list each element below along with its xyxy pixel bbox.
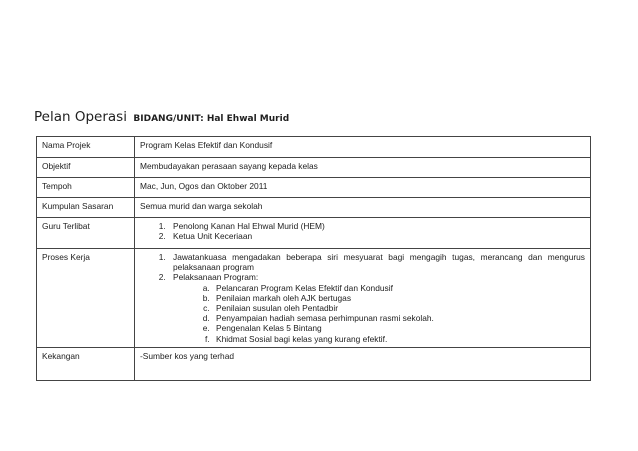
table-row-nama-projek [37,137,591,158]
table-row-kekangan [37,347,591,380]
process-step: 1. Jawatankuasa mengadakan beberapa siri mesyuarat bagi mengagih tugas, merancang dan mengurus pelaksanaan program [168,252,585,272]
row-value: Semua murid dan warga sekolah [135,198,591,218]
row-label: Objektif [37,158,135,178]
table-row-kumpulan-sasaran [37,198,591,218]
list-item: d. Penyampaian hadiah semasa perhimpunan rasmi sekolah. [212,313,585,323]
row-value: Mac, Jun, Ogos dan Oktober 2011 [135,178,591,198]
row-label: Tempoh [37,178,135,198]
table-row-proses-kerja [37,249,591,348]
document-heading [34,108,289,126]
process-step [168,272,585,343]
row-label: Proses Kerja [37,249,135,348]
operation-plan-table [36,136,591,381]
list-item: a. Pelancaran Program Kelas Efektif dan Kondusif [212,283,585,293]
row-label: Nama Projek [37,137,135,158]
list-item: c. Penilaian susulan oleh Pentadbir [212,303,585,313]
process-steps-list [140,252,585,344]
row-value: Program Kelas Efektif dan Kondusif [135,137,591,158]
row-label: Kekangan [37,347,135,380]
document-title: Pelan Operasi [34,109,127,125]
document-subtitle: BIDANG/UNIT: Hal Ehwal Murid [133,114,290,124]
list-item: f. Khidmat Sosial bagi kelas yang kurang efektif. [212,334,585,344]
list-item: b. Penilaian markah oleh AJK bertugas [212,293,585,303]
row-label: Kumpulan Sasaran [37,198,135,218]
process-step-text: Pelaksanaan Program: [173,272,259,283]
list-item: 2. Ketua Unit Keceriaan [168,231,585,241]
table-row-guru-terlibat [37,218,591,249]
table-row-objektif [37,158,591,178]
list-item: e. Pengenalan Kelas 5 Bintang [212,323,585,333]
implementation-sublist [173,283,585,344]
list-item: 1. Penolong Kanan Hal Ehwal Murid (HEM) [168,221,585,231]
table-row-tempoh [37,178,591,198]
row-value: -Sumber kos yang terhad [135,347,591,380]
teachers-list [140,221,585,241]
row-value [135,218,591,249]
row-label: Guru Terlibat [37,218,135,249]
row-value [135,249,591,348]
row-value: Membudayakan perasaan sayang kepada kelas [135,158,591,178]
